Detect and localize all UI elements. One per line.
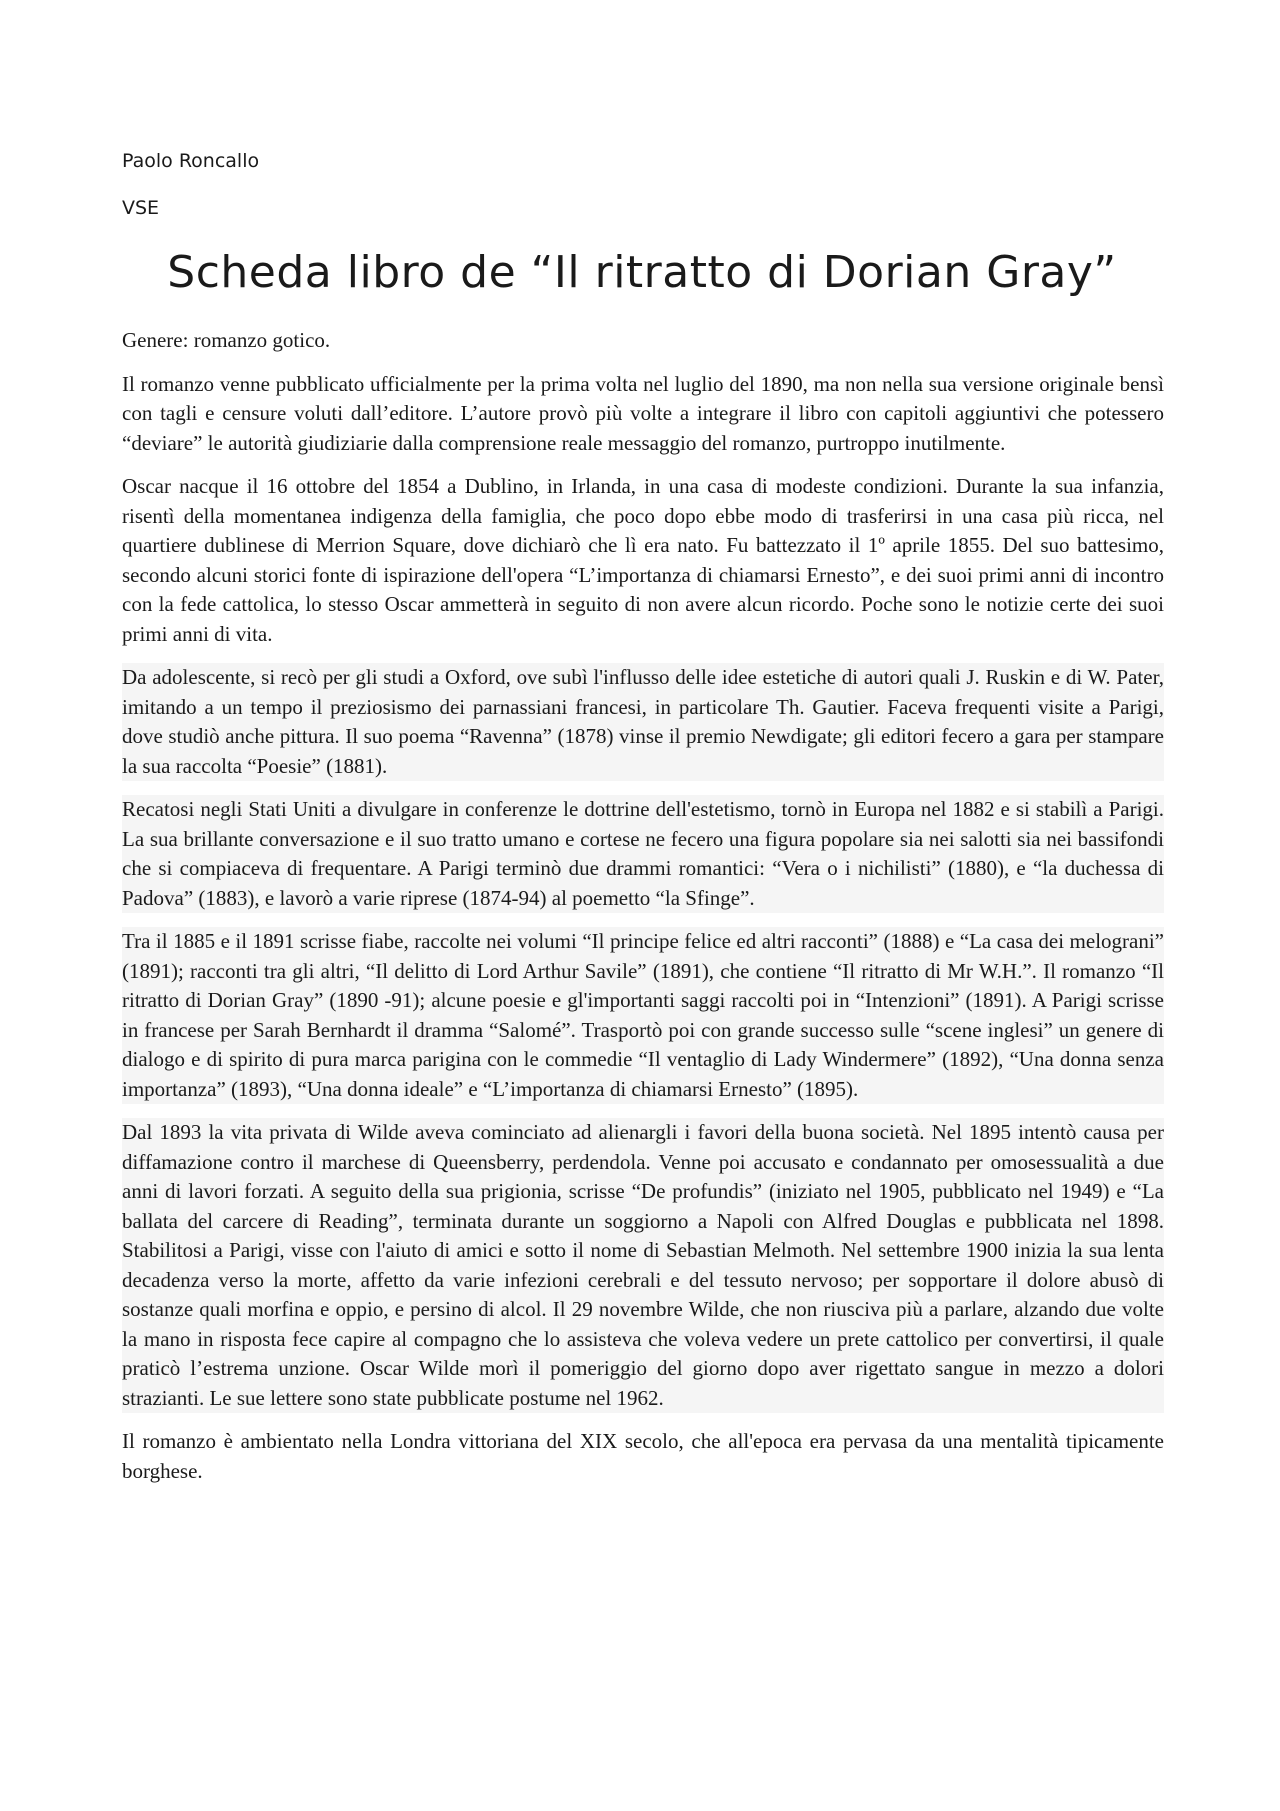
paragraph-publication: Il romanzo venne pubblicato ufficialmente per la prima volta nel luglio del 1890, ma non nella sua versione originale bensì con tagli e censure voluti dall’editore. L’autore provò più volte a integrare il libro con capitoli aggiuntivi che potessero “deviare” le autorità giudiziarie dalla comprensione reale messaggio del romanzo, purtroppo inutilmente.: [122, 371, 1164, 455]
author-name: Paolo Roncallo: [122, 150, 260, 172]
paragraph-oxford: Da adolescente, si recò per gli studi a Oxford, ove subì l'influsso delle idee estetiche di autori quali J. Ruskin e di W. Pater, imitando a un tempo il preziosismo dei parnassiani francesi, in particolare Th. Gautier. Faceva frequenti visite a Parigi, dove studiò anche pittura. Il suo poema “Ravenna” (1878) vinse il premio Newdigate; gli editori fecero a gara per stampare la sua raccolta “Poesie” (1881).: [122, 663, 1164, 781]
paragraph-decline: Dal 1893 la vita privata di Wilde aveva cominciato ad alienargli i favori della buona società. Nel 1895 intentò causa per diffamazione contro il marchese di Queensberry, perdendola. Venne poi accusato e condannato per omosessualità a due anni di lavori forzati. A seguito della sua prigionia, scrisse “De profundis” (iniziato nel 1905, pubblicato nel 1949) e “La ballata del carcere di Reading”, terminata durante un soggiorno a Napoli con Alfred Douglas e pubblicata nel 1898. Stabilitosi a Parigi, visse con l'aiuto di amici e sotto il nome di Sebastian Melmoth. Nel settembre 1900 inizia la sua lenta decadenza verso la morte, affetto da varie infezioni cerebrali e del tessuto nervoso; per sopportare il dolore abusò di sostanze quali morfina e oppio, e persino di alcol. Il 29 novembre Wilde, che non riusciva più a parlare, alzando due volte la mano in risposta fece capire al compagno che lo assisteva che voleva vedere un prete cattolico per convertirsi, il quale praticò l’estrema unzione. Oscar Wilde morì il pomeriggio del giorno dopo aver rigettato sangue in mezzo a dolori strazianti. Le sue lettere sono state pubblicate postume nel 1962.: [122, 1118, 1164, 1413]
paragraph-works: Tra il 1885 e il 1891 scrisse fiabe, raccolte nei volumi “Il principe felice ed altri racconti” (1888) e “La casa dei melograni” (1891); racconti tra gli altri, “Il delitto di Lord Arthur Savile” (1891), che contiene “Il ritratto di Mr W.H.”. Il romanzo “Il ritratto di Dorian Gray” (1890 -91); alcune poesie e gl'importanti saggi raccolti poi in “Intenzioni” (1891). A Parigi scrisse in francese per Sarah Bernhardt il dramma “Salomé”. Trasportò poi con grande successo sulle “scene inglesi” un genere di dialogo e di spirito di pura marca parigina con le commedie “Il ventaglio di Lady Windermere” (1892), “Una donna senza importanza” (1893), “Una donna ideale” e “L’importanza di chiamarsi Ernesto” (1895).: [122, 927, 1164, 1104]
document-title: Scheda libro de “Il ritratto di Dorian Gray”: [167, 247, 1117, 298]
paragraph-birth: Oscar nacque il 16 ottobre del 1854 a Dublino, in Irlanda, in una casa di modeste condizioni. Durante la sua infanzia, risentì della momentanea indigenza della famiglia, che poco dopo ebbe modo di trasferirsi in una casa più ricca, nel quartiere dublinese di Merrion Square, dove dichiarò che lì era nato. Fu battezzato il 1º aprile 1855. Del suo battesimo, secondo alcuni storici fonte di ispirazione dell'opera “L’importanza di chiamarsi Ernesto”, e dei suoi primi anni di incontro con la fede cattolica, lo stesso Oscar ammetterà in seguito di non avere alcun ricordo. Poche sono le notizie certe dei suoi primi anni di vita.: [122, 474, 1164, 646]
paragraph-paris: Recatosi negli Stati Uniti a divulgare in conferenze le dottrine dell'estetismo, tornò in Europa nel 1882 e si stabilì a Parigi. La sua brillante conversazione e il suo tratto umano e cortese ne fecero una figura popolare sia nei salotti sia nei bassifondi che si compiaceva di frequentare. A Parigi terminò due drammi romantici: “Vera o i nichilisti” (1880), e “la duchessa di Padova” (1883), e lavorò a varie riprese (1874-94) al poemetto “la Sfinge”.: [122, 795, 1164, 913]
paragraph-genre: Genere: romanzo gotico.: [122, 328, 331, 352]
document-body: [122, 326, 1164, 1500]
class-label: VSE: [122, 197, 160, 219]
paragraph-setting: Il romanzo è ambientato nella Londra vittoriana del XIX secolo, che all'epoca era pervasa da una mentalità tipicamente borghese.: [122, 1429, 1164, 1483]
author-block: [122, 152, 259, 218]
